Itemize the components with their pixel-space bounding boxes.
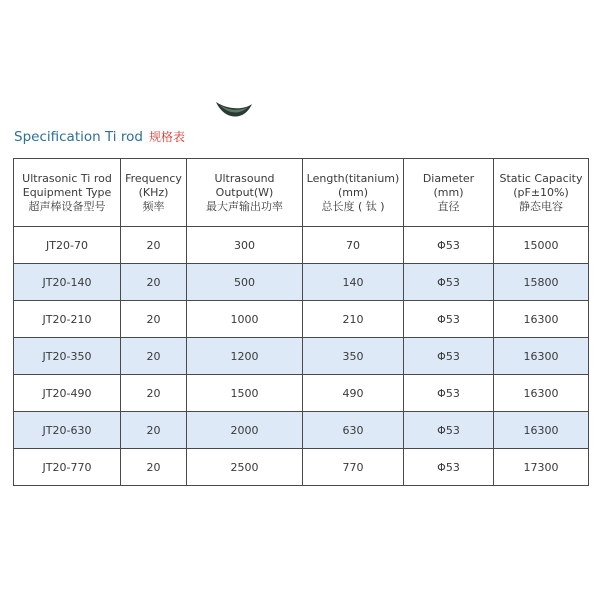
spec-table <box>13 158 589 486</box>
cell-diameter: Φ53 <box>404 338 494 375</box>
table-row <box>14 412 589 449</box>
cell-model: JT20-630 <box>14 412 121 449</box>
header-text: Equipment Type <box>22 185 112 199</box>
decorative-graphic <box>214 98 254 120</box>
cell-model: JT20-770 <box>14 449 121 486</box>
cell-diameter: Φ53 <box>404 375 494 412</box>
cell-model: JT20-140 <box>14 264 121 301</box>
header-text: 直径 <box>437 199 460 213</box>
header-text: Frequency <box>125 171 182 185</box>
header-text: Diameter <box>422 171 475 185</box>
cell-output: 500 <box>187 264 303 301</box>
cell-frequency: 20 <box>121 301 187 338</box>
cell-output: 1000 <box>187 301 303 338</box>
cell-length: 630 <box>303 412 404 449</box>
cell-model: JT20-70 <box>14 227 121 264</box>
cell-static-capacity: 16300 <box>494 338 589 375</box>
header-text: 频率 <box>142 199 165 213</box>
cell-static-capacity: 16300 <box>494 375 589 412</box>
header-text: Ultrasound <box>214 171 275 185</box>
cell-diameter: Φ53 <box>404 449 494 486</box>
cell-frequency: 20 <box>121 375 187 412</box>
heading-title-cn: 规格表 <box>148 130 185 144</box>
header-text: 超声棒设备型号 <box>28 199 106 213</box>
header-text: 总长度 ( 钛 ) <box>321 199 385 213</box>
header-diameter <box>404 159 494 227</box>
cell-length: 140 <box>303 264 404 301</box>
header-text: (KHz) <box>138 185 169 199</box>
table-row <box>14 301 589 338</box>
table-row <box>14 227 589 264</box>
table-header-row <box>14 159 589 227</box>
cell-output: 300 <box>187 227 303 264</box>
cell-frequency: 20 <box>121 338 187 375</box>
header-frequency <box>121 159 187 227</box>
cell-frequency: 20 <box>121 449 187 486</box>
cell-frequency: 20 <box>121 264 187 301</box>
header-static-capacity <box>494 159 589 227</box>
header-text: 静态电容 <box>519 199 563 213</box>
cell-length: 490 <box>303 375 404 412</box>
header-text: Length(titanium) <box>306 171 400 185</box>
cell-diameter: Φ53 <box>404 264 494 301</box>
cell-output: 1500 <box>187 375 303 412</box>
cell-output: 1200 <box>187 338 303 375</box>
cell-model: JT20-490 <box>14 375 121 412</box>
header-text: (mm) <box>337 185 368 199</box>
header-equipment-type <box>14 159 121 227</box>
table-row <box>14 449 589 486</box>
cell-output: 2500 <box>187 449 303 486</box>
section-heading <box>14 127 185 147</box>
cell-output: 2000 <box>187 412 303 449</box>
table-row <box>14 338 589 375</box>
cell-frequency: 20 <box>121 227 187 264</box>
table-row <box>14 264 589 301</box>
cell-static-capacity: 15000 <box>494 227 589 264</box>
cell-static-capacity: 15800 <box>494 264 589 301</box>
header-text: Static Capacity <box>499 171 583 185</box>
header-text: (pF±10%) <box>513 185 569 199</box>
cell-static-capacity: 16300 <box>494 412 589 449</box>
header-length <box>303 159 404 227</box>
header-text: 最大声输出功率 <box>206 199 283 213</box>
cell-frequency: 20 <box>121 412 187 449</box>
cell-static-capacity: 16300 <box>494 301 589 338</box>
cell-diameter: Φ53 <box>404 301 494 338</box>
cell-length: 350 <box>303 338 404 375</box>
cell-diameter: Φ53 <box>404 412 494 449</box>
cell-model: JT20-210 <box>14 301 121 338</box>
header-text: Ultrasonic Ti rod <box>22 171 112 185</box>
header-output <box>187 159 303 227</box>
header-text: Output(W) <box>215 185 274 199</box>
cell-diameter: Φ53 <box>404 227 494 264</box>
cell-model: JT20-350 <box>14 338 121 375</box>
cell-length: 70 <box>303 227 404 264</box>
cell-static-capacity: 17300 <box>494 449 589 486</box>
header-text: (mm) <box>433 185 464 199</box>
cell-length: 210 <box>303 301 404 338</box>
table-row <box>14 375 589 412</box>
heading-title-en: Specification Ti rod <box>14 129 143 145</box>
cell-length: 770 <box>303 449 404 486</box>
